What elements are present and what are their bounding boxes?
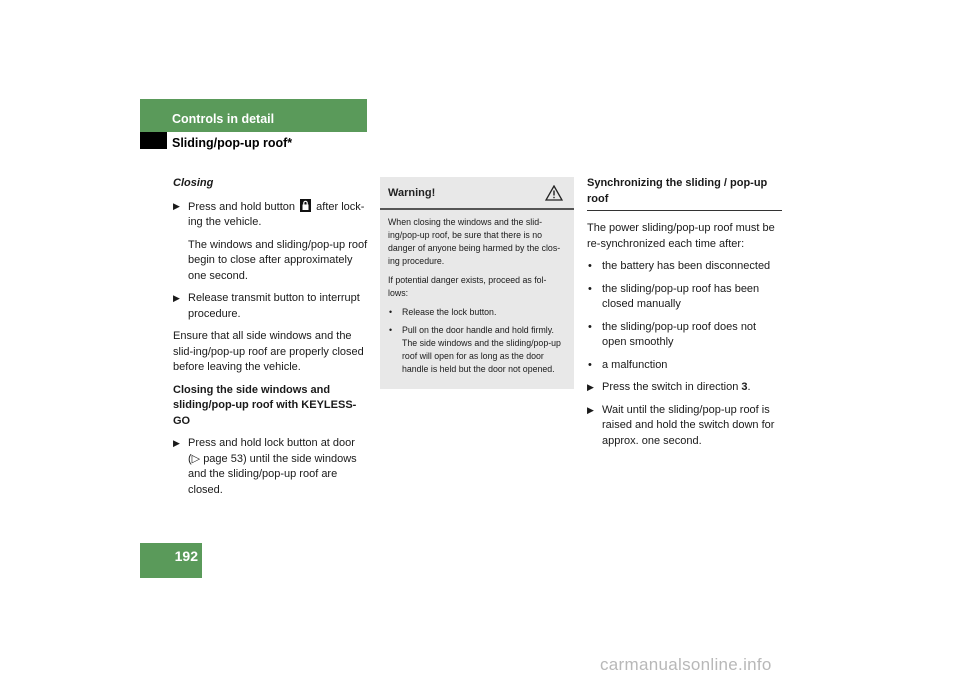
warning-header: [380, 177, 574, 210]
watermark: carmanualsonline.info: [600, 655, 772, 674]
warning-title: Warning!: [388, 187, 436, 199]
warning-paragraph: When closing the windows and the slid-ing/pop-up roof, be sure that there is no danger of anyone being harmed by the clos-ing procedure.: [388, 217, 561, 266]
page-subtitle: Sliding/pop-up roof*: [172, 136, 293, 150]
step-item: ▶ Press the switch in direction 3.: [587, 380, 782, 396]
warning-bullet: • Pull on the door handle and hold firmly. The side windows and the sliding/pop-up roof will open for as long as the door handle is held but the door not opened.: [389, 325, 561, 374]
arrow-right-icon: ▶: [173, 200, 180, 211]
warning-triangle-icon: [545, 185, 563, 206]
step-item: ▶ Press and hold lock button at door (▷ page 53) until the side windows and the sliding/pop-up roof are closed.: [173, 437, 357, 496]
paragraph: The power sliding/pop-up roof must be re-synchronized each time after:: [587, 222, 775, 250]
arrow-right-icon: ▶: [587, 404, 594, 415]
step-item: ▶ Press and hold button after lock-ing the vehicle.: [173, 200, 365, 228]
page-reference-link[interactable]: page 53: [203, 452, 243, 465]
warning-box: [380, 177, 574, 389]
paragraph: Ensure that all side windows and the slid-ing/pop-up roof are properly closed before leaving the vehicle.: [173, 330, 364, 373]
bullet-icon: •: [389, 307, 393, 317]
list-item: • the battery has been disconnected: [587, 259, 782, 275]
list-item: • the sliding/pop-up roof has been closed manually: [588, 282, 760, 310]
lock-icon: [300, 199, 311, 212]
list-item: • the sliding/pop-up roof does not open smoothly: [588, 320, 757, 348]
bullet-icon: •: [588, 282, 592, 295]
warning-bullet: • Release the lock button.: [389, 307, 497, 317]
step-item: ▶ Wait until the sliding/pop-up roof is raised and hold the switch down for approx. one second.: [587, 403, 775, 447]
warning-body: [380, 210, 574, 376]
arrow-right-icon: ▶: [173, 293, 180, 303]
list-item: • a malfunction: [587, 358, 782, 374]
subtitle-tab: [140, 132, 167, 149]
bullet-icon: •: [588, 320, 592, 333]
bullet-icon: •: [588, 260, 592, 272]
bullet-icon: •: [588, 358, 592, 371]
warning-paragraph: If potential danger exists, proceed as fol-lows:: [388, 275, 547, 298]
left-column: [173, 176, 368, 505]
arrow-right-icon: ▶: [173, 438, 180, 448]
section-title: Controls in detail: [172, 112, 275, 126]
step-note: The windows and sliding/pop-up roof begin to close after approximately one second.: [188, 238, 368, 282]
closing-heading: Closing: [173, 177, 214, 189]
bullet-icon: •: [389, 325, 393, 335]
page-number: 192: [174, 548, 198, 564]
step-item: ▶ Release transmit button to interrupt procedure.: [173, 292, 360, 320]
keyless-heading: Closing the side windows and sliding/pop-up roof with KEYLESS-GO: [173, 383, 357, 427]
sync-heading: Synchronizing the sliding / pop-up roof: [587, 176, 782, 211]
right-column: [587, 176, 782, 456]
arrow-right-icon: ▶: [587, 382, 594, 392]
page-reference-triangle-icon: ▷: [191, 452, 204, 465]
